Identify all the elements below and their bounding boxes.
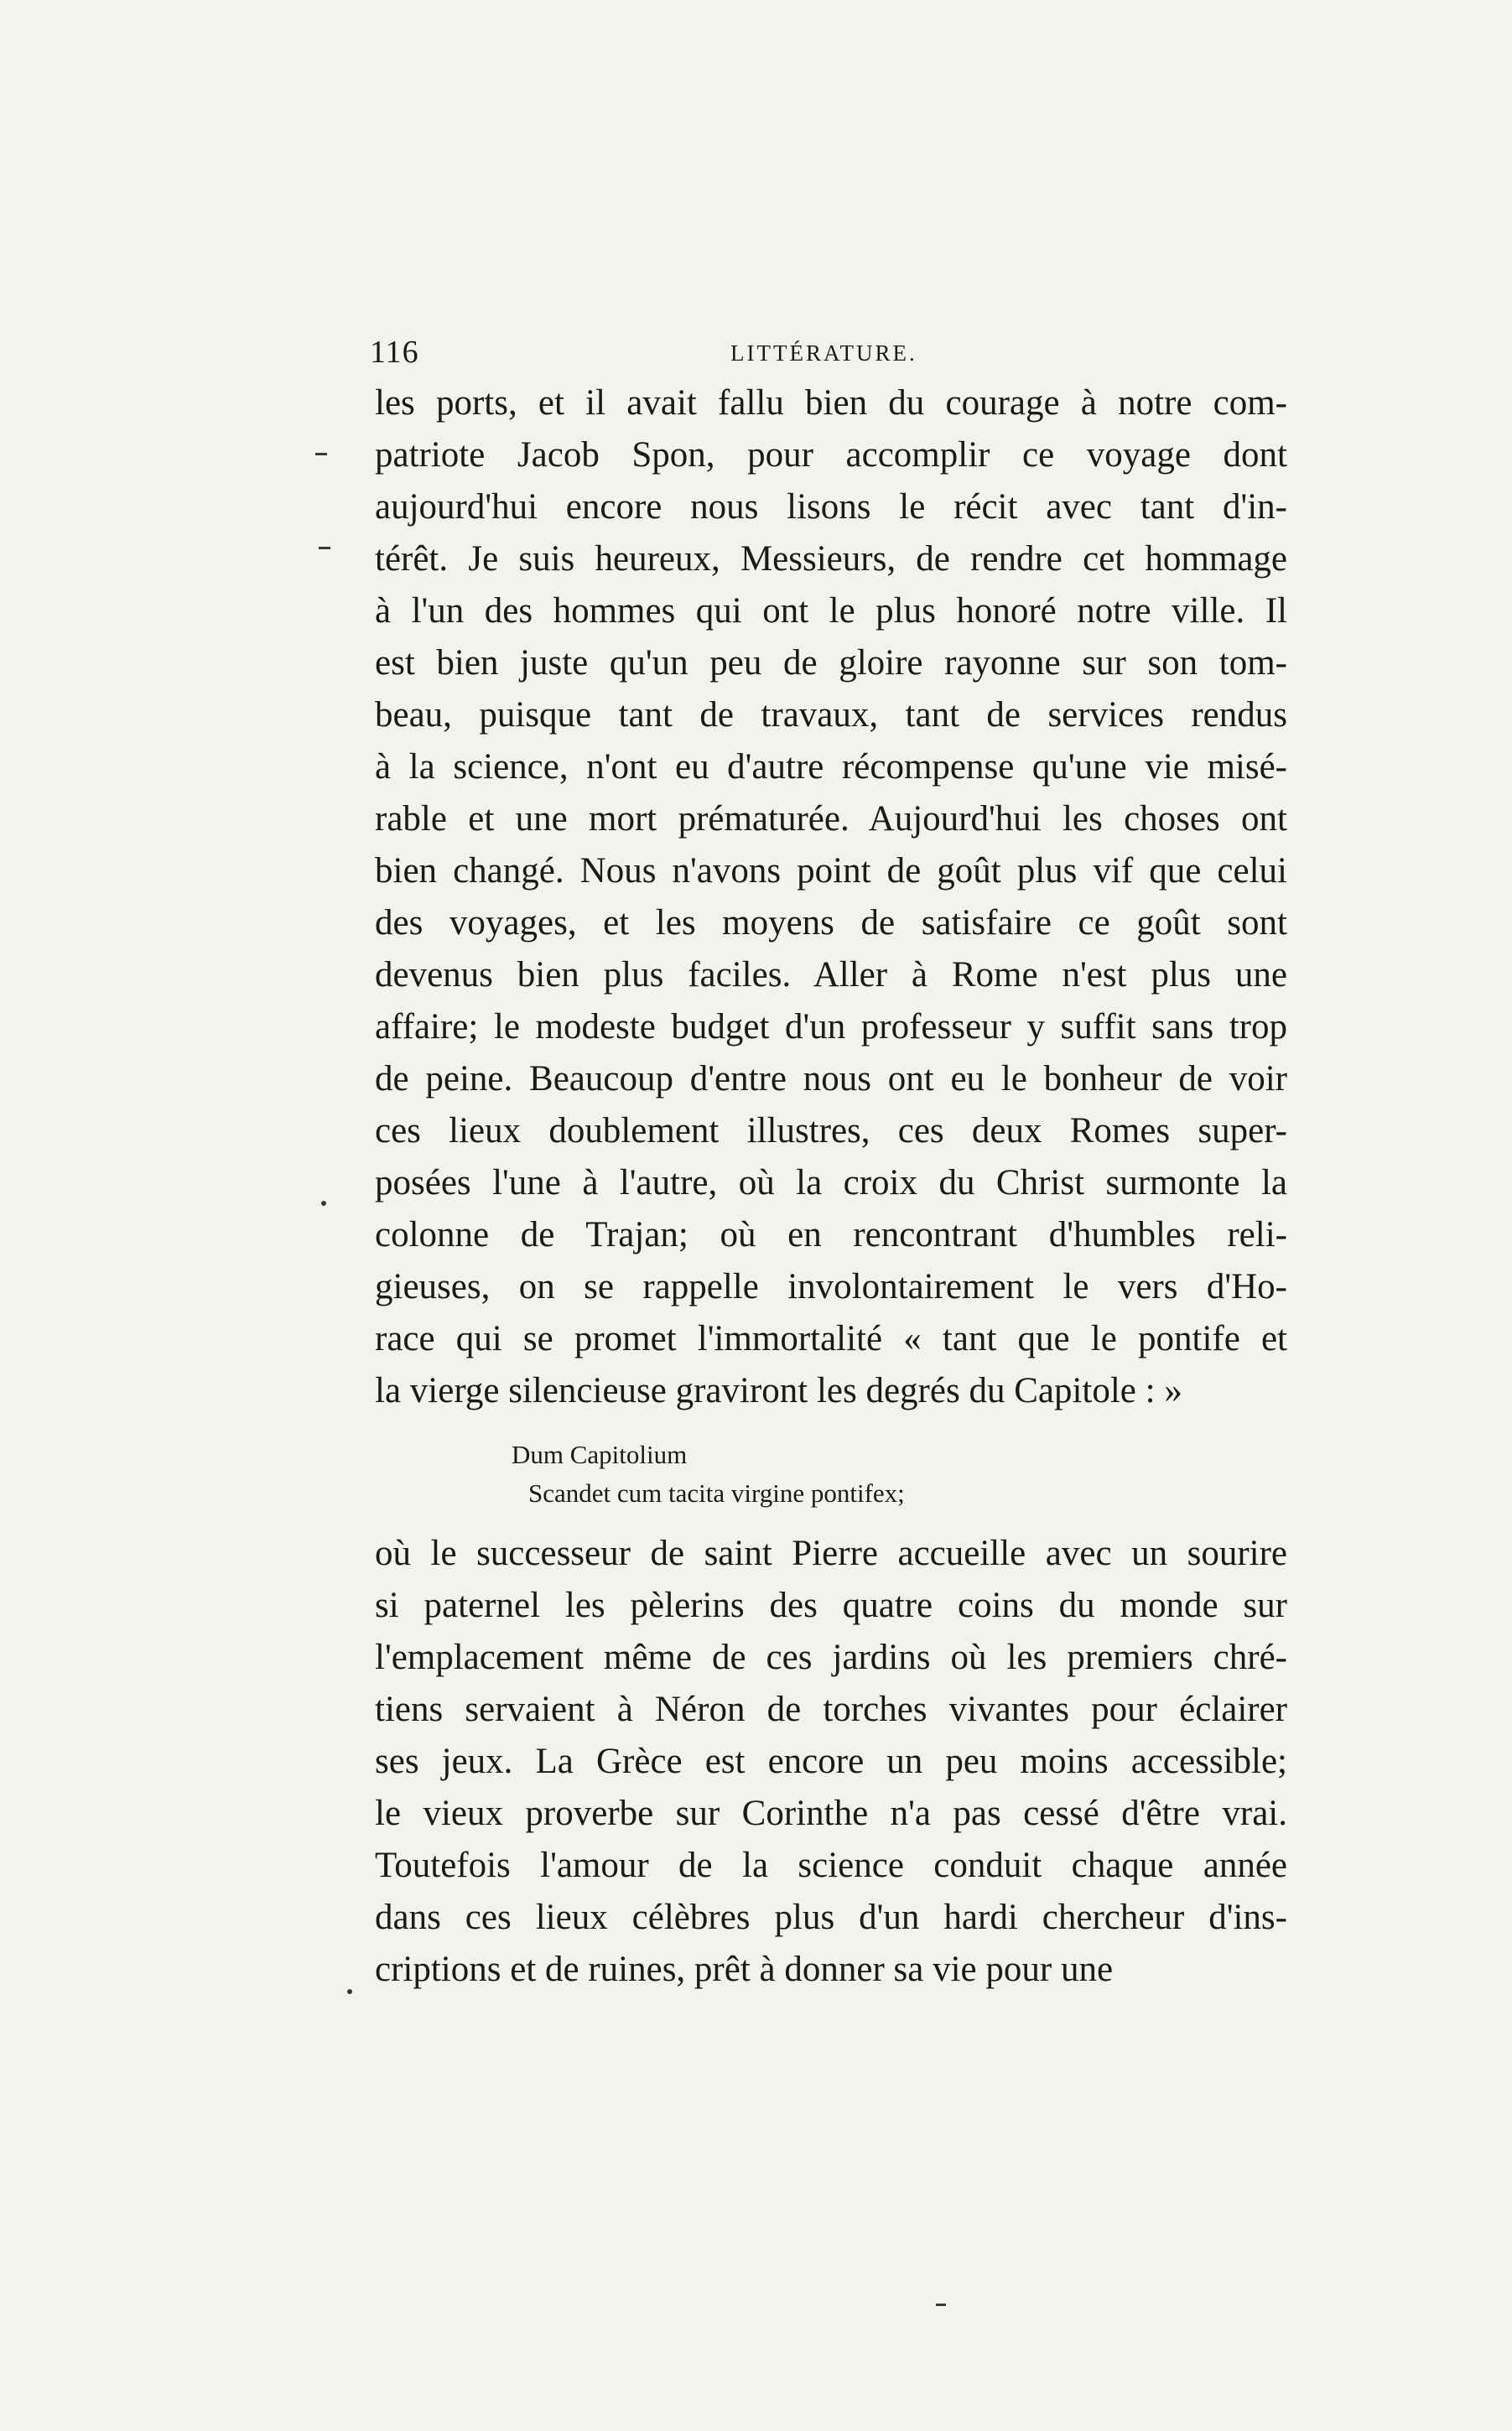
quote-line: Scandet cum tacita virgine pontifex; xyxy=(528,1478,905,1508)
margin-mark xyxy=(347,1989,352,1994)
text-line: de peine. Beaucoup d'entre nous ont eu le bonheur de voir xyxy=(375,1059,1287,1099)
running-title: LITTÉRATURE. xyxy=(730,340,917,366)
paragraph-1 xyxy=(375,377,1287,1417)
quote-line: Dum Capitolium xyxy=(512,1440,688,1469)
margin-mark xyxy=(315,453,327,455)
text-line: où le successeur de saint Pierre accueille avec un sourire xyxy=(375,1534,1287,1573)
text-line: rable et une mort prématurée. Aujourd'hui les choses ont xyxy=(375,799,1287,839)
latin-quotation xyxy=(512,1436,1099,1513)
paragraph-2 xyxy=(375,1528,1287,1996)
text-line: gieuses, on se rappelle involontairement le vers d'Ho- xyxy=(375,1267,1287,1306)
text-line: Toutefois l'amour de la science conduit chaque année xyxy=(375,1846,1287,1885)
text-line: le vieux proverbe sur Corinthe n'a pas cessé d'être vrai. xyxy=(375,1794,1287,1833)
text-line: si paternel les pèlerins des quatre coins du monde sur xyxy=(375,1586,1287,1625)
text-line: affaire; le modeste budget d'un professeur y suffit sans trop xyxy=(375,1007,1287,1047)
text-line: race qui se promet l'immortalité « tant que le pontife et xyxy=(375,1319,1287,1358)
text-line: aujourd'hui encore nous lisons le récit avec tant d'in- xyxy=(375,487,1287,527)
text-line: posées l'une à l'autre, où la croix du Christ surmonte la xyxy=(375,1163,1287,1203)
text-line: colonne de Trajan; où en rencontrant d'humbles reli- xyxy=(375,1215,1287,1254)
text-line: à l'un des hommes qui ont le plus honoré notre ville. Il xyxy=(375,591,1287,631)
text-line: térêt. Je suis heureux, Messieurs, de rendre cet hommage xyxy=(375,539,1287,579)
text-line: devenus bien plus faciles. Aller à Rome n'est plus une xyxy=(375,955,1287,995)
text-line: les ports, et il avait fallu bien du courage à notre com- xyxy=(375,383,1287,423)
text-line: l'emplacement même de ces jardins où les premiers chré- xyxy=(375,1638,1287,1677)
text-line: bien changé. Nous n'avons point de goût plus vif que celui xyxy=(375,851,1287,891)
text-line: des voyages, et les moyens de satisfaire ce goût sont xyxy=(375,903,1287,943)
text-line: criptions et de ruines, prêt à donner sa vie pour une xyxy=(375,1950,1114,1989)
text-line: ses jeux. La Grèce est encore un peu moins accessible; xyxy=(375,1742,1287,1781)
text-line: beau, puisque tant de travaux, tant de services rendus xyxy=(375,695,1287,735)
running-head xyxy=(370,334,1292,376)
page-number: 116 xyxy=(370,335,419,370)
text-line: dans ces lieux célèbres plus d'un hardi chercheur d'ins- xyxy=(375,1898,1287,1937)
text-line: est bien juste qu'un peu de gloire rayonne sur son tom- xyxy=(375,643,1287,683)
text-line: ces lieux doublement illustres, ces deux Romes super- xyxy=(375,1111,1287,1151)
margin-mark xyxy=(321,1201,326,1206)
text-line: à la science, n'ont eu d'autre récompense qu'une vie misé- xyxy=(375,747,1287,787)
text-line: patriote Jacob Spon, pour accomplir ce voyage dont xyxy=(375,435,1287,475)
text-line: la vierge silencieuse graviront les degrés du Capitole : » xyxy=(375,1371,1182,1410)
text-line: tiens servaient à Néron de torches vivantes pour éclairer xyxy=(375,1690,1287,1729)
margin-mark xyxy=(319,547,330,549)
margin-mark xyxy=(936,2304,946,2306)
